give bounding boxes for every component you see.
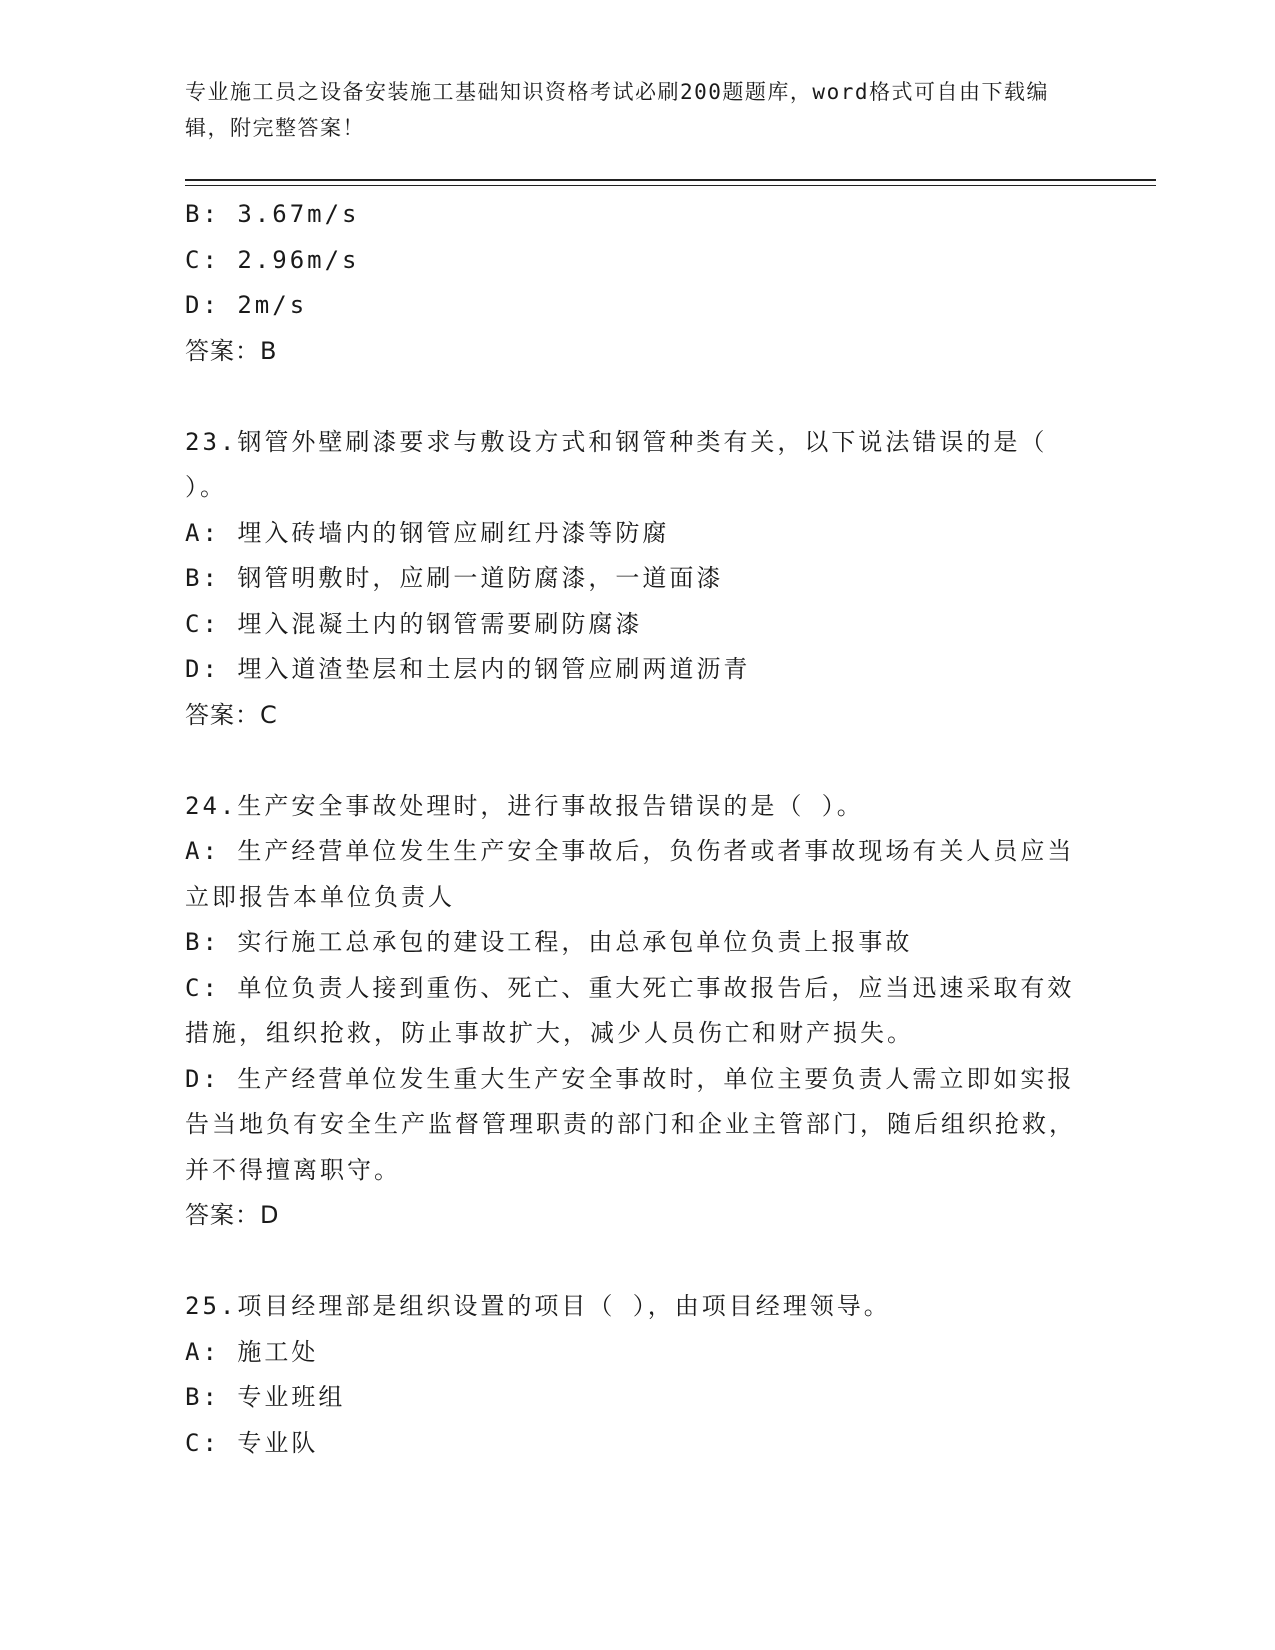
- option-c: C: 专业队: [185, 1428, 319, 1457]
- spacer: [185, 738, 1085, 784]
- question-stem: 24.生产安全事故处理时，进行事故报告错误的是（ ）。: [185, 791, 864, 820]
- header-rule: [185, 179, 1156, 181]
- option-b: B: 实行施工总承包的建设工程，由总承包单位负责上报事故: [185, 928, 913, 956]
- option-d: D: 生产经营单位发生重大生产安全事故时，单位主要负责人需立即如实报告当地负有安全生产监督管理职责的部门和企业主管部门，随后组织抢救，并不得擅离职守。: [185, 1064, 1076, 1184]
- answer-label: 答案：C: [185, 700, 278, 729]
- option-c: C: 2.96m/s: [185, 245, 360, 274]
- question-24: [185, 784, 1085, 1239]
- question-23: [185, 420, 1085, 739]
- question-stem: 23.钢管外壁刷漆要求与敷设方式和钢管种类有关，以下说法错误的是（ ）。: [185, 427, 1048, 501]
- option-d: D: 2m/s: [185, 291, 308, 319]
- option-a: A: 生产经营单位发生生产安全事故后，负伤者或者事故现场有关人员应当立即报告本单位负责人: [185, 837, 1075, 911]
- option-b: B: 专业班组: [185, 1383, 346, 1411]
- question-list: [185, 192, 1085, 1466]
- answer-label: 答案：B: [185, 336, 278, 365]
- option-a: A: 埋入砖墙内的钢管应刷红丹漆等防腐: [185, 518, 670, 547]
- page-header: 专业施工员之设备安装施工基础知识资格考试必刷200题题库，word格式可自由下载编辑，附完整答案！: [185, 80, 1049, 140]
- question-25: [185, 1284, 1085, 1466]
- answer-label: 答案：D: [185, 1201, 280, 1229]
- option-b: B: 3.67m/s: [185, 200, 360, 228]
- option-c: C: 单位负责人接到重伤、死亡、重大死亡事故报告后，应当迅速采取有效措施，组织抢救，防止事故扩大，减少人员伤亡和财产损失。: [185, 973, 1075, 1047]
- option-d: D: 埋入道渣垫层和土层内的钢管应刷两道沥青: [185, 655, 751, 683]
- option-c: C: 埋入混凝土内的钢管需要刷防腐漆: [185, 609, 643, 638]
- question-22-continuation: [185, 192, 1085, 374]
- option-a: A: 施工处: [185, 1337, 319, 1366]
- option-b: B: 钢管明敷时，应刷一道防腐漆，一道面漆: [185, 564, 724, 592]
- spacer: [185, 1239, 1085, 1285]
- question-stem: 25.项目经理部是组织设置的项目（ ），由项目经理领导。: [185, 1292, 891, 1320]
- spacer: [185, 374, 1085, 420]
- header-rule-thin: [185, 185, 1156, 186]
